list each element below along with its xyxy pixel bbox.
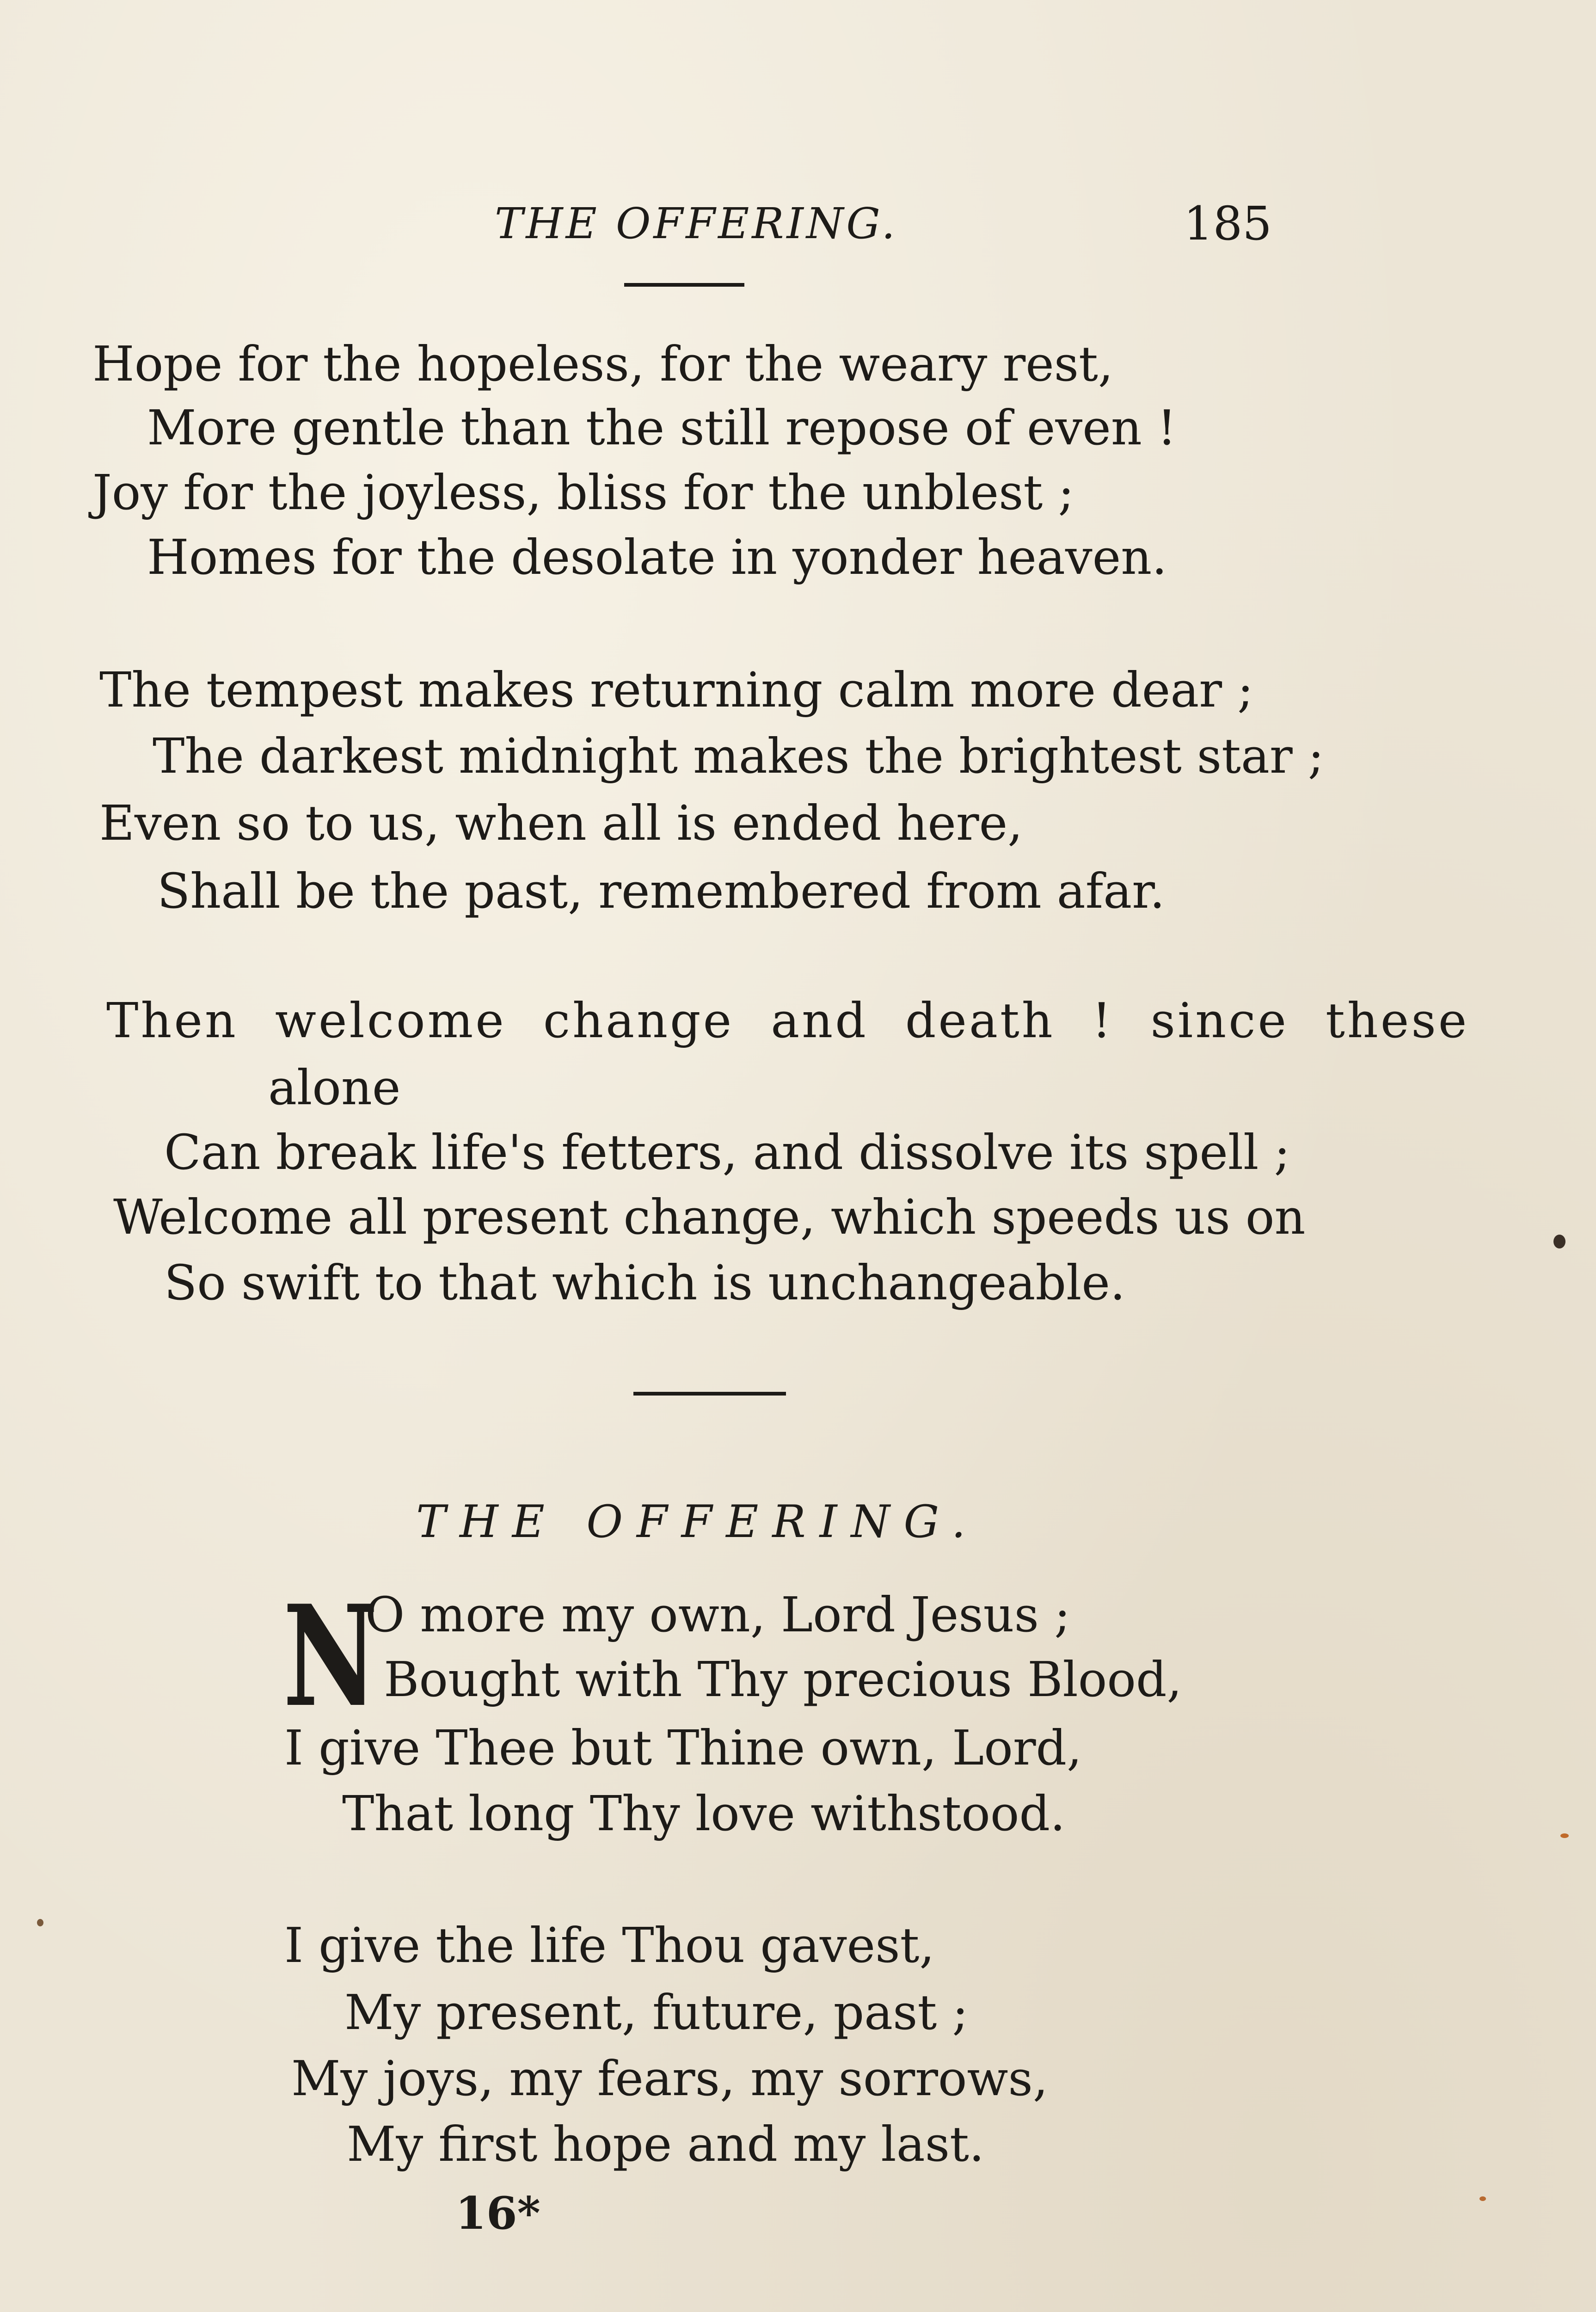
paper-speck — [37, 1919, 43, 1926]
section-divider — [633, 1392, 786, 1396]
poem-line: Can break life's fetters, and dissolve its spell ; — [164, 1124, 1290, 1181]
poem-line: My joys, my fears, my sorrows, — [291, 2050, 1048, 2107]
poem-line: Welcome all present change, which speeds us on — [113, 1189, 1306, 1245]
poem-line: Joy for the joyless, bliss for the unblest ; — [92, 464, 1074, 521]
paper-speck — [1479, 2196, 1486, 2201]
poem-line: The darkest midnight makes the brightest star ; — [153, 728, 1324, 784]
signature-mark: 16* — [455, 2187, 540, 2239]
running-title: THE OFFERING. — [495, 199, 898, 248]
drop-cap: N — [283, 1574, 378, 1738]
poem-line: Shall be the past, remembered from afar. — [157, 863, 1165, 919]
poem-line: I give Thee but Thine own, Lord, — [284, 1720, 1082, 1776]
poem-line: alone — [268, 1059, 401, 1116]
poem-line: Bought with Thy precious Blood, — [384, 1651, 1182, 1708]
paper-speck — [1560, 1833, 1569, 1838]
poem-line: Hope for the hopeless, for the weary rest, — [92, 336, 1113, 392]
poem-line: More gentle than the still repose of even ! — [147, 400, 1177, 456]
poem-title: THE OFFERING. — [416, 1496, 980, 1548]
poem-line: Then welcome change and death ! since these — [106, 992, 1469, 1049]
poem-line: So swift to that which is unchangeable. — [164, 1254, 1125, 1311]
poem-line: Homes for the desolate in yonder heaven. — [147, 529, 1167, 585]
poem-line: Even so to us, when all is ended here, — [99, 795, 1023, 851]
poem-line: That long Thy love withstood. — [342, 1785, 1066, 1842]
poem-line: My present, future, past ; — [344, 1984, 969, 2041]
page-number: 185 — [1184, 197, 1272, 251]
poem-line: The tempest makes returning calm more dear ; — [99, 662, 1254, 718]
paper-speck — [1553, 1235, 1565, 1248]
poem-line: I give the life Thou gavest, — [284, 1917, 935, 1974]
poem-line: My first hope and my last. — [347, 2116, 984, 2172]
poem-line: O more my own, Lord Jesus ; — [365, 1586, 1071, 1643]
header-rule — [624, 283, 744, 287]
